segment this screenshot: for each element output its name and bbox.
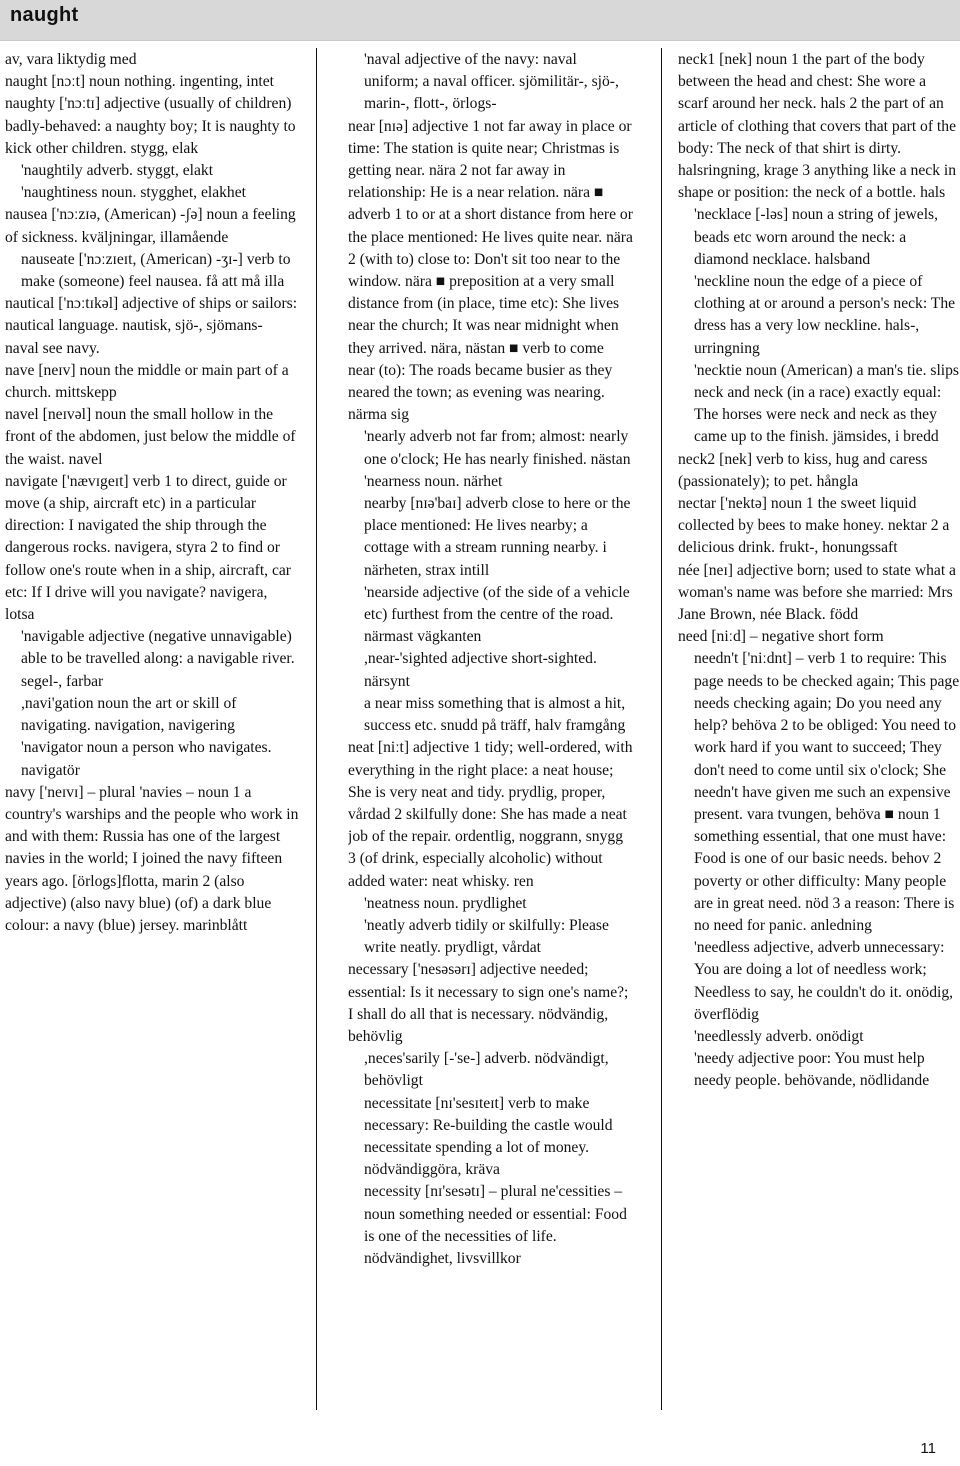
page-number: 11 (920, 1440, 936, 1457)
dictionary-entry: 'nearly adverb not far from; almost: nearly one o'clock; He has nearly finished. nästan (364, 428, 631, 468)
dictionary-entry: a near miss something that is almost a hit, success etc. snudd på träff, halv framgång (364, 694, 626, 735)
dictionary-entry: 'necktie noun (American) a man's tie. slips (694, 361, 960, 379)
dictionary-entry: ,neces'sarily [-'se-] adverb. nödvändigt, behövligt (364, 1050, 609, 1090)
dictionary-entry: 'necklace [-ləs] noun a string of jewels, beads etc worn around the neck: a diamond necklace. halsband (694, 206, 938, 268)
dictionary-entry: nave [neɪv] noun the middle or main part of a church. mittskepp (5, 361, 289, 402)
dictionary-entry: nauseate ['nɔːzɪeɪt, (American) -ʒɪ-] verb to make (someone) feel nausea. få att må illa (21, 250, 291, 291)
dictionary-entry: 'navigable adjective (negative unnavigable) able to be travelled along: a navigable river. segel-, farbar (21, 628, 295, 690)
dictionary-entry: neck2 [nek] verb to kiss, hug and caress (passionately); to pet. hångla (678, 450, 928, 490)
dictionary-entry: need [niːd] – negative short form (678, 628, 884, 646)
column-divider (316, 48, 317, 1410)
dictionary-entry: 'neckline noun the edge of a piece of clothing at or around a person's neck: The dress has a very low neckline. hals-, urringning (694, 273, 956, 357)
dictionary-column-3 (678, 49, 960, 1409)
dictionary-entry: 'neatness noun. prydlighet (364, 894, 527, 912)
dictionary-entry: navigate ['nævɪgeɪt] verb 1 to direct, guide or move (a ship, aircraft etc) in a particular direction: I navigated the ship through the dangerous rocks. navigera, styra 2 to find or follow one's route when in a ship, aircraft, car etc: If I drive will you navigate? navigera, lotsa (5, 472, 291, 624)
page-header-bar (0, 0, 960, 41)
dictionary-entry: 'naval adjective of the navy: naval uniform; a naval officer. sjömilitär-, sjö-, marin-, flott-, örlogs- (364, 51, 619, 113)
dictionary-entry: naught [nɔːt] noun nothing. ingenting, intet (5, 73, 274, 91)
dictionary-entry: 'nearness noun. närhet (364, 472, 503, 490)
dictionary-entry: ,near-'sighted adjective short-sighted. närsynt (364, 650, 597, 690)
dictionary-entry: 'navigator noun a person who navigates. navigatör (21, 739, 272, 779)
dictionary-entry: 'needy adjective poor: You must help needy people. behövande, nödlidande (694, 1050, 930, 1090)
dictionary-entry: neck and neck (in a race) exactly equal: The horses were neck and neck as they came up to the finish. jämsides, i bredd (694, 384, 942, 446)
column-divider (661, 48, 662, 1410)
dictionary-entry: nearby [nɪə'baɪ] adverb close to here or the place mentioned: He lives nearby; a cottage with a stream running nearby. i närheten, strax intill (364, 495, 631, 579)
dictionary-entry: 'naughtiness noun. stygghet, elakhet (21, 184, 246, 202)
dictionary-entry: 'needless adjective, adverb unnecessary: You are doing a lot of needless work; Needless to say, he couldn't do it. onödig, överflödig (694, 939, 954, 1023)
dictionary-entry: 'neatly adverb tidily or skilfully: Please write neatly. prydligt, vårdat (364, 916, 609, 957)
dictionary-entry: ,navi'gation noun the art or skill of navigating. navigation, navigering (21, 694, 237, 735)
dictionary-entry: navy ['neɪvɪ] – plural 'navies – noun 1 a country's warships and the people who work in and with them: Russia has one of the largest navies in the world; I joined the navy fifteen years ago. [örlogs]flotta, marin 2 (also adjective) (also navy blue) (of) a dark blue colour: a navy (blue) jersey. marinblått (5, 783, 299, 934)
dictionary-column-2 (348, 49, 634, 1409)
dictionary-entry: necessity [nɪ'sesətɪ] – plural ne'cessities – noun something needed or essential: Food is one of the necessities of life. nödvändighet, livsvillkor (364, 1183, 627, 1267)
dictionary-entry: navel [neɪvəl] noun the small hollow in the front of the abdomen, just below the middle of the waist. navel (5, 406, 296, 468)
dictionary-entry: nectar ['nektə] noun 1 the sweet liquid collected by bees to make honey. nektar 2 a delicious drink. frukt-, honungssaft (678, 495, 950, 557)
dictionary-entry: neck1 [nek] noun 1 the part of the body between the head and chest: She wore a scarf around her neck. hals 2 the part of an article of clothing that covers that part of the body: The neck of that shirt is dirty. halsringning, krage 3 anything like a neck in shape or position: the neck of a bottle. hals (678, 51, 957, 202)
dictionary-entry: naval see navy. (5, 339, 100, 357)
dictionary-column-1 (5, 49, 300, 1409)
dictionary-entry: necessary ['nesəsərɪ] adjective needed; essential: Is it necessary to sign one's name?; I shall do all that is necessary. nödvändig, behövlig (348, 961, 629, 1045)
dictionary-entry: nausea ['nɔːzɪə, (American) -ʃə] noun a feeling of sickness. kväljningar, illamående (5, 206, 296, 246)
dictionary-entry: nautical ['nɔːtɪkəl] adjective of ships or sailors: nautical language. nautisk, sjö-, sjömans- (5, 295, 298, 335)
dictionary-entry: near [nɪə] adjective 1 not far away in place or time: The station is quite near; Christmas is getting near. nära 2 not far away in relationship: He is a near relation. nära ■ adverb 1 to or at a short distance from here or the place mentioned: He lives quite near. nära 2 (with to) close to: Don't sit too near to the window. nära ■ preposition at a very small distance from (in place, time etc): She lives near the church; It was near midnight when they arrived. nära, nästan ■ verb to come near (to): The roads became busier as they neared the town; as evening was nearing. närma sig (348, 117, 633, 424)
dictionary-entry: naughty ['nɔːtɪ] adjective (usually of children) badly-behaved: a naughty boy; It is naughty to kick other children. stygg, elak (5, 95, 296, 157)
dictionary-entry: av, vara liktydig med (5, 51, 137, 68)
dictionary-entry: necessitate [nɪ'sesɪteɪt] verb to make necessary: Re-building the castle would necessitate spending a lot of money. nödvändiggöra, kräva (364, 1094, 613, 1179)
dictionary-entry: 'nearside adjective (of the side of a vehicle etc) furthest from the centre of the road. närmast vägkanten (364, 583, 630, 646)
dictionary-entry: née [neɪ] adjective born; used to state what a woman's name was before she married: Mrs Jane Brown, née Black. född (678, 561, 956, 624)
dictionary-entry: 'needlessly adverb. onödigt (694, 1027, 864, 1045)
dictionary-entry: needn't ['niːdnt] – verb 1 to require: This page needs to be checked again; This page needs checking again; Do you need any help? behöva 2 to be obliged: You need to work hard if you want to succeed; They don't need to come until six o'clock; She needn't have given me such an expensive present. vara tvungen, behöva ■ noun 1 something essential, that one must have: Food is one of our basic needs. behov 2 poverty or other difficulty: Many people are in great need. nöd 3 a reason: There is no need for panic. anledning (694, 650, 960, 934)
dictionary-entry: 'naughtily adverb. styggt, elakt (21, 162, 214, 180)
dictionary-entry: neat [niːt] adjective 1 tidy; well-ordered, with everything in the right place: a neat house; She is very neat and tidy. prydlig, proper, vårdad 2 skilfully done: She has made a neat job of the repair. ordentlig, noggrann, snygg 3 (of drink, especially alcoholic) without added water: neat whisky. ren (348, 739, 633, 890)
page-title: naught (10, 4, 79, 26)
